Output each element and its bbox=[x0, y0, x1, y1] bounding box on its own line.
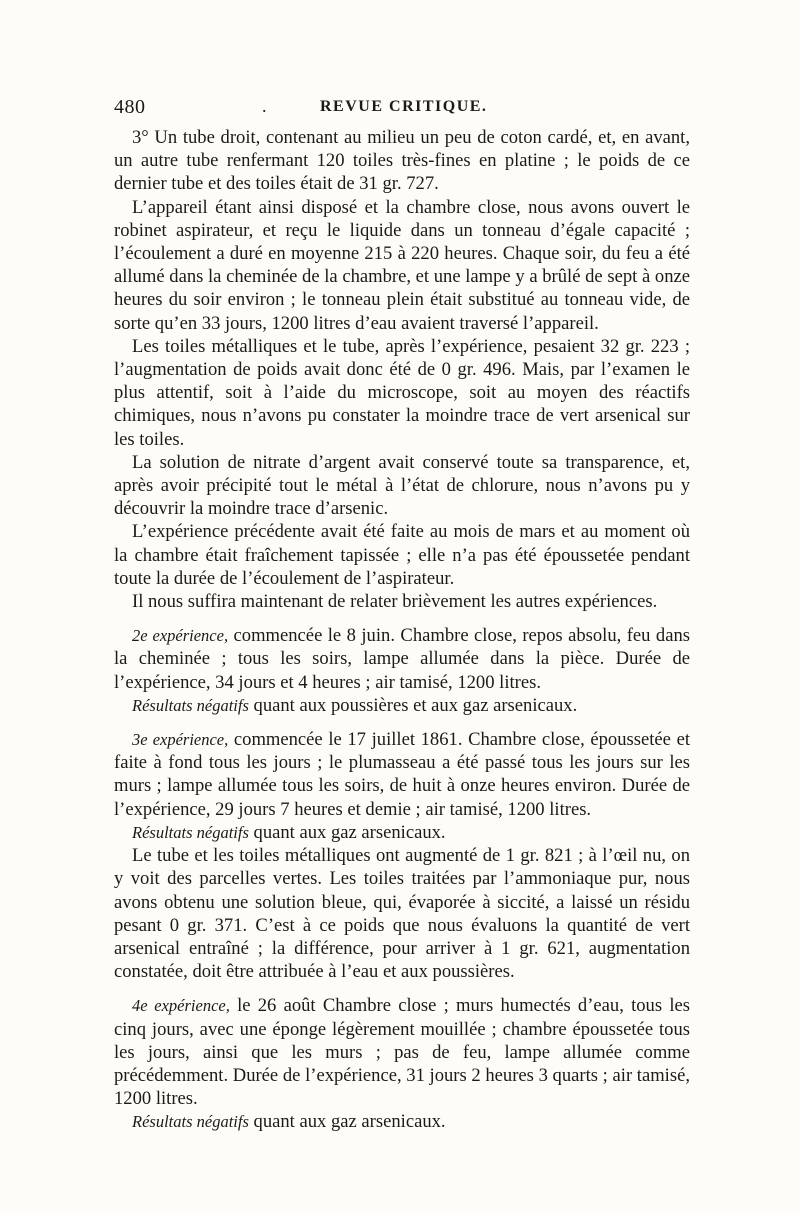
experience-paragraph bbox=[114, 728, 690, 821]
paragraph-text: quant aux gaz arsenicaux. bbox=[248, 1111, 446, 1133]
result-label: Résultats négatifs bbox=[132, 695, 249, 715]
paragraph: Le tube et les toiles métalliques ont augmenté de 1 gr. 821 ; à l’œil nu, on y voit des parcelles vertes. Les toiles traitées par l’ammoniaque pur, nous avons obtenu une solution bleue, qui, évaporée à siccité, a laissé un résidu pesant 0 gr. 371. C’est à ce poids que nous évaluons la quantité de vert arsenical entraîné ; la différence, pour arriver à 1 gr. 621, augmentation constatée, doit être attribuée à l’eau et aux poussières. bbox=[114, 845, 690, 983]
experience-label: 3e expérience, bbox=[132, 730, 229, 750]
journal-title: REVUE CRITIQUE. bbox=[320, 98, 488, 115]
paragraph-text: quant aux poussières et aux gaz arsenicaux. bbox=[248, 694, 578, 716]
header-separator: . bbox=[262, 96, 267, 116]
experience-paragraph bbox=[114, 994, 690, 1110]
experience-label: 2e expérience, bbox=[132, 626, 229, 646]
paragraph: L’expérience précédente avait été faite au mois de mars et au moment où la chambre était fraîchement tapissée ; elle n’a pas été époussetée pendant toute la durée de l’écoulement de l’aspirateur. bbox=[114, 521, 690, 589]
experience-paragraph bbox=[114, 624, 690, 694]
paragraph: L’appareil étant ainsi disposé et la chambre close, nous avons ouvert le robinet aspirateur, et reçu le liquide dans un tonneau d’égale capacité ; l’écoulement a duré en moyenne 215 à 220 heures. Chaque soir, du feu a été allumé dans la cheminée de la chambre, et une lampe y a brûlé de sept à onze heures du soir environ ; le tonneau plein était substitué au tonneau vide, de sorte qu’en 33 jours, 1200 litres d’eau avaient traversé l’appareil. bbox=[114, 196, 690, 334]
paragraph-text: commencée le 17 juillet 1861. Chambre close, époussetée et faite à fond tous les jours ; le plumasseau a été passé tous les jours sur les murs ; lampe allumée tous les soirs, de huit à onze heures environ. Durée de l’expérience, 29 jours 7 heures et demie ; air tamisé, 1200 litres. bbox=[114, 729, 690, 820]
result-paragraph bbox=[114, 821, 690, 844]
result-paragraph bbox=[114, 1110, 690, 1133]
result-paragraph bbox=[114, 694, 690, 717]
result-label: Résultats négatifs bbox=[132, 822, 249, 842]
running-head bbox=[114, 96, 690, 126]
paragraph-text: le 26 août Chambre close ; murs humectés d’eau, tous les cinq jours, avec une éponge légèrement mouillée ; chambre époussetée tous les jours, ainsi que les murs ; pas de feu, lampe allumée comme précédemment. Durée de l’expérience, 31 jours 2 heures 3 quarts ; air tamisé, 1200 litres. bbox=[114, 995, 690, 1110]
paragraph: Les toiles métalliques et le tube, après l’expérience, pesaient 32 gr. 223 ; l’augmentation de poids avait donc été de 0 gr. 496. Mais, par l’examen le plus attentif, soit à l’aide du microscope, soit au moyen des réactifs chimiques, nous n’avons pu constater la moindre trace de vert arsenical sur les toiles. bbox=[114, 335, 690, 450]
body-text bbox=[114, 126, 690, 1134]
experience-label: 4e expérience, bbox=[132, 996, 230, 1016]
result-label: Résultats négatifs bbox=[132, 1112, 249, 1132]
paragraph-text: quant aux gaz arsenicaux. bbox=[248, 821, 446, 843]
paragraph: La solution de nitrate d’argent avait conservé toute sa transparence, et, après avoir précipité tout le métal à l’état de chlorure, nous n’avons pu y découvrir la moindre trace d’arsenic. bbox=[114, 451, 690, 520]
paragraph: Il nous suffira maintenant de relater brièvement les autres expériences. bbox=[132, 591, 658, 613]
paragraph-text: commencée le 8 juin. Chambre close, repos absolu, feu dans la cheminée ; tous les soirs, lampe allumée dans la pièce. Durée de l’expérience, 34 jours et 4 heures ; air tamisé, 1200 litres. bbox=[114, 625, 690, 693]
page-number: 480 bbox=[114, 96, 146, 118]
paragraph: 3° Un tube droit, contenant au milieu un peu de coton cardé, et, en avant, un autre tube renfermant 120 toiles très-fines en platine ; le poids de ce dernier tube et des toiles était de 31 gr. 727. bbox=[114, 127, 690, 195]
